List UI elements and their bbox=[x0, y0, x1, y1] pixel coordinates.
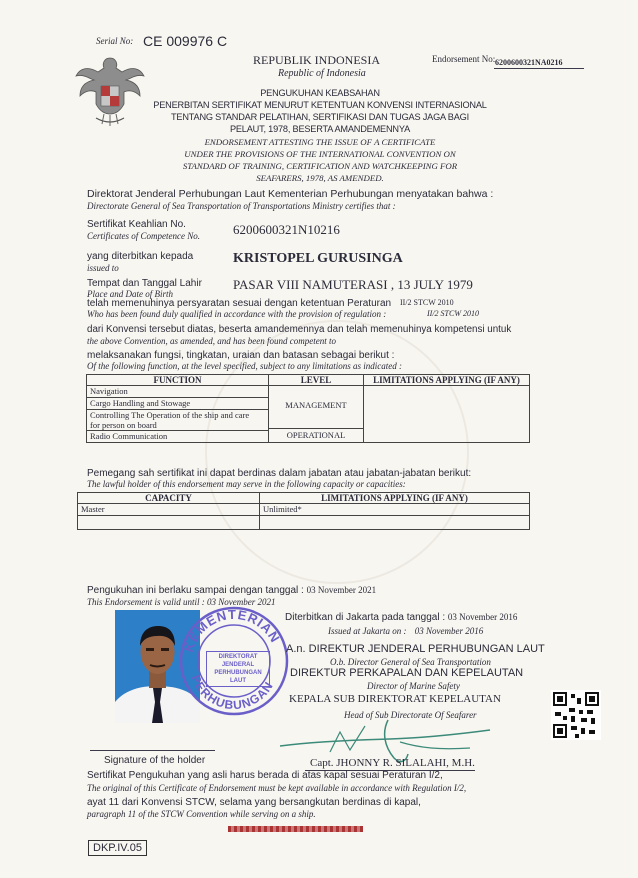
title-line: PENERBITAN SERTIFIKAT MENURUT KETENTUAN KONVENSI INTERNASIONAL bbox=[153, 100, 487, 110]
stamp-top-text: KEMENTERIAN bbox=[181, 606, 284, 654]
decorative-bar bbox=[228, 826, 363, 832]
stamp-box-line: PERHUBUNGAN LAUT bbox=[214, 670, 262, 684]
capacity-intro-id: Pemegang sah sertifikat ini dapat berdinas dalam jabatan atau jabatan-jabatan berikut: bbox=[87, 468, 472, 479]
table-header: LEVEL bbox=[269, 375, 364, 386]
title-line: ENDORSEMENT ATTESTING THE ISSUE OF A CERTIFICATE bbox=[204, 137, 436, 147]
function-cell bbox=[87, 386, 269, 443]
endorsement-number: 6200600321NA0216 bbox=[495, 58, 563, 67]
form-code: DKP.IV.05 bbox=[88, 840, 147, 856]
level-management: MANAGEMENT bbox=[269, 386, 363, 429]
intro-indonesian: Direktorat Jenderal Perhubungan Laut Kementerian Perhubungan menyatakan bahwa : bbox=[87, 188, 494, 200]
birth-value: PASAR VIII NAMUTERASI , 13 JULY 1979 bbox=[233, 277, 473, 292]
issue-label-en: Issued at Jakarta on : bbox=[328, 626, 407, 636]
capacity-cell bbox=[78, 516, 260, 530]
table-row bbox=[78, 504, 530, 516]
issue-label: Diterbitkan di Jakarta pada tanggal : bbox=[285, 612, 446, 623]
function-table bbox=[86, 374, 530, 443]
footer-id-2: ayat 11 dari Konvensi STCW, selama yang bersangkutan berdinas di kapal, bbox=[87, 797, 421, 808]
limitation-cell bbox=[260, 516, 530, 530]
body-p1-id: telah memenuhinya persyaratan sesuai dengan ketentuan Peraturan bbox=[87, 298, 392, 309]
validity-date: 03 November 2021 bbox=[306, 585, 377, 595]
function-item: Cargo Handling and Stowage bbox=[87, 398, 268, 410]
signatory-line-3: KEPALA SUB DIREKTORAT KEPELAUTAN bbox=[289, 693, 501, 705]
birth-label: Tempat dan Tanggal Lahir bbox=[87, 278, 202, 289]
birth-label-en: Place and Date of Birth bbox=[87, 289, 173, 299]
body-p2-id: dari Konvensi tersebut diatas, beserta amandemennya dan telah memenuhinya kompetensi untuk bbox=[87, 324, 512, 335]
level-operational: OPERATIONAL bbox=[286, 430, 346, 440]
table-header: LIMITATIONS APPLYING (IF ANY) bbox=[364, 375, 530, 386]
signatory-line-1: A.n. DIREKTUR JENDERAL PERHUBUNGAN LAUT bbox=[286, 643, 545, 655]
title-line: PENGUKUHAN KEABSAHAN bbox=[260, 88, 380, 98]
limitation-cell: Unlimited* bbox=[260, 504, 530, 516]
serial-label: Serial No: bbox=[96, 36, 134, 46]
signatory-line-2-en: Director of Marine Safety bbox=[367, 681, 460, 691]
footer-en-1: The original of this Certificate of Endorsement must be kept available in accordance with Regulation I/2, bbox=[87, 783, 467, 793]
title-line: PELAUT, 1978, BESERTA AMANDEMENNYA bbox=[229, 124, 411, 134]
table-header-row bbox=[78, 493, 530, 504]
table-header: LIMITATIONS APPLYING (IF ANY) bbox=[260, 493, 530, 504]
title-english bbox=[120, 136, 520, 184]
body-p1-en: Who has been found duly qualified in accordance with the provision of regulation : bbox=[87, 309, 387, 319]
capacity-table bbox=[77, 492, 530, 530]
serial-number: CE 009976 C bbox=[143, 33, 228, 49]
function-item: for person on board bbox=[87, 420, 268, 431]
signatory-line-2: DIREKTUR PERKAPALAN DAN KEPELAUTAN bbox=[290, 667, 524, 679]
table-header: FUNCTION bbox=[87, 375, 269, 386]
title-line: TENTANG STANDAR PELATIHAN, SERTIFIKASI DAN TUGAS JAGA BAGI bbox=[171, 112, 469, 122]
title-line: UNDER THE PROVISIONS OF THE INTERNATIONAL CONVENTION ON bbox=[184, 149, 456, 159]
title-line: SEAFARERS, 1978, AS AMENDED. bbox=[256, 173, 384, 183]
body-p2-en: the above Convention, as amended, and has been found competent to bbox=[87, 336, 336, 346]
title-line: STANDARD OF TRAINING, CERTIFICATION AND WATCHKEEPING FOR bbox=[182, 161, 458, 171]
table-header-row bbox=[87, 375, 530, 386]
republic-title: REPUBLIK INDONESIA bbox=[253, 53, 380, 67]
table-header: CAPACITY bbox=[78, 493, 260, 504]
issue-date-en: 03 November 2016 bbox=[414, 626, 484, 636]
footer-en-2: paragraph 11 of the STCW Convention while serving on a ship. bbox=[87, 809, 316, 819]
function-item: Navigation bbox=[87, 386, 268, 398]
capacity-intro-en: The lawful holder of this endorsement may serve in the following capacity or capacities: bbox=[87, 479, 406, 489]
issued-label: yang diterbitkan kepada bbox=[87, 251, 194, 262]
issued-label-en: issued to bbox=[87, 263, 119, 273]
table-row bbox=[87, 386, 530, 443]
body-p1-ref: II/2 STCW 2010 bbox=[400, 298, 454, 307]
validity-label: Pengukuhan ini berlaku sampai dengan tanggal : bbox=[87, 585, 304, 596]
signatory-line-3-en: Head of Sub Directorate Of Seafarer bbox=[344, 710, 477, 720]
body-p1-en-ref: II/2 STCW 2010 bbox=[427, 309, 479, 318]
validity-date-en: 03 November 2021 bbox=[207, 597, 276, 607]
footer-id-1: Sertifikat Pengukuhan yang asli harus berada di atas kapal sesuai Peraturan I/2, bbox=[87, 770, 443, 781]
holder-signature-line bbox=[90, 750, 215, 751]
cert-label-en: Certificates of Competence No. bbox=[87, 231, 200, 241]
stamp-box-line: DIREKTORAT JENDERAL bbox=[218, 654, 258, 668]
table-row bbox=[78, 516, 530, 530]
validity-id bbox=[87, 585, 376, 596]
capacity-cell: Master bbox=[78, 504, 260, 516]
signatory-name: Capt. JHONNY R. SILALAHI, M.H. bbox=[310, 757, 475, 769]
issue-id bbox=[285, 612, 517, 623]
stamp-inner-box bbox=[206, 651, 270, 687]
qr-code-icon bbox=[551, 690, 601, 740]
endorsement-underline bbox=[494, 68, 584, 69]
holder-name: KRISTOPEL GURUSINGA bbox=[233, 251, 403, 266]
official-stamp bbox=[178, 605, 290, 717]
intro-english: Directorate General of Sea Transportation of Transportations Ministry certifies that : bbox=[87, 201, 396, 211]
cert-number: 6200600321N10216 bbox=[233, 222, 340, 237]
issue-en bbox=[328, 626, 483, 636]
cert-label: Sertifikat Keahlian No. bbox=[87, 219, 186, 230]
republic-subtitle: Republic of Indonesia bbox=[278, 68, 366, 79]
title-indonesian bbox=[120, 87, 520, 135]
signatory-line-1-en: O.b. Director General of Sea Transportation bbox=[330, 657, 491, 667]
body-p3-id: melaksanakan fungsi, tingkatan, uraian dan batasan sebagai berikut : bbox=[87, 350, 395, 361]
function-item: Controlling The Operation of the ship and care bbox=[90, 410, 250, 420]
stamp-bottom-path: PERHUBUNGAN bbox=[188, 672, 277, 713]
holder-signature-label: Signature of the holder bbox=[104, 755, 206, 766]
endorsement-label: Endorsement No: bbox=[432, 54, 496, 64]
validity-label-en: This Endorsement is valid until : bbox=[87, 597, 205, 607]
issue-date: 03 November 2016 bbox=[447, 612, 518, 622]
limitations-cell bbox=[364, 386, 530, 443]
function-item: Radio Communication bbox=[90, 431, 168, 441]
body-p3-en: Of the following function, at the level specified, subject to any limitations as indicated : bbox=[87, 361, 402, 371]
level-cell bbox=[269, 386, 364, 443]
